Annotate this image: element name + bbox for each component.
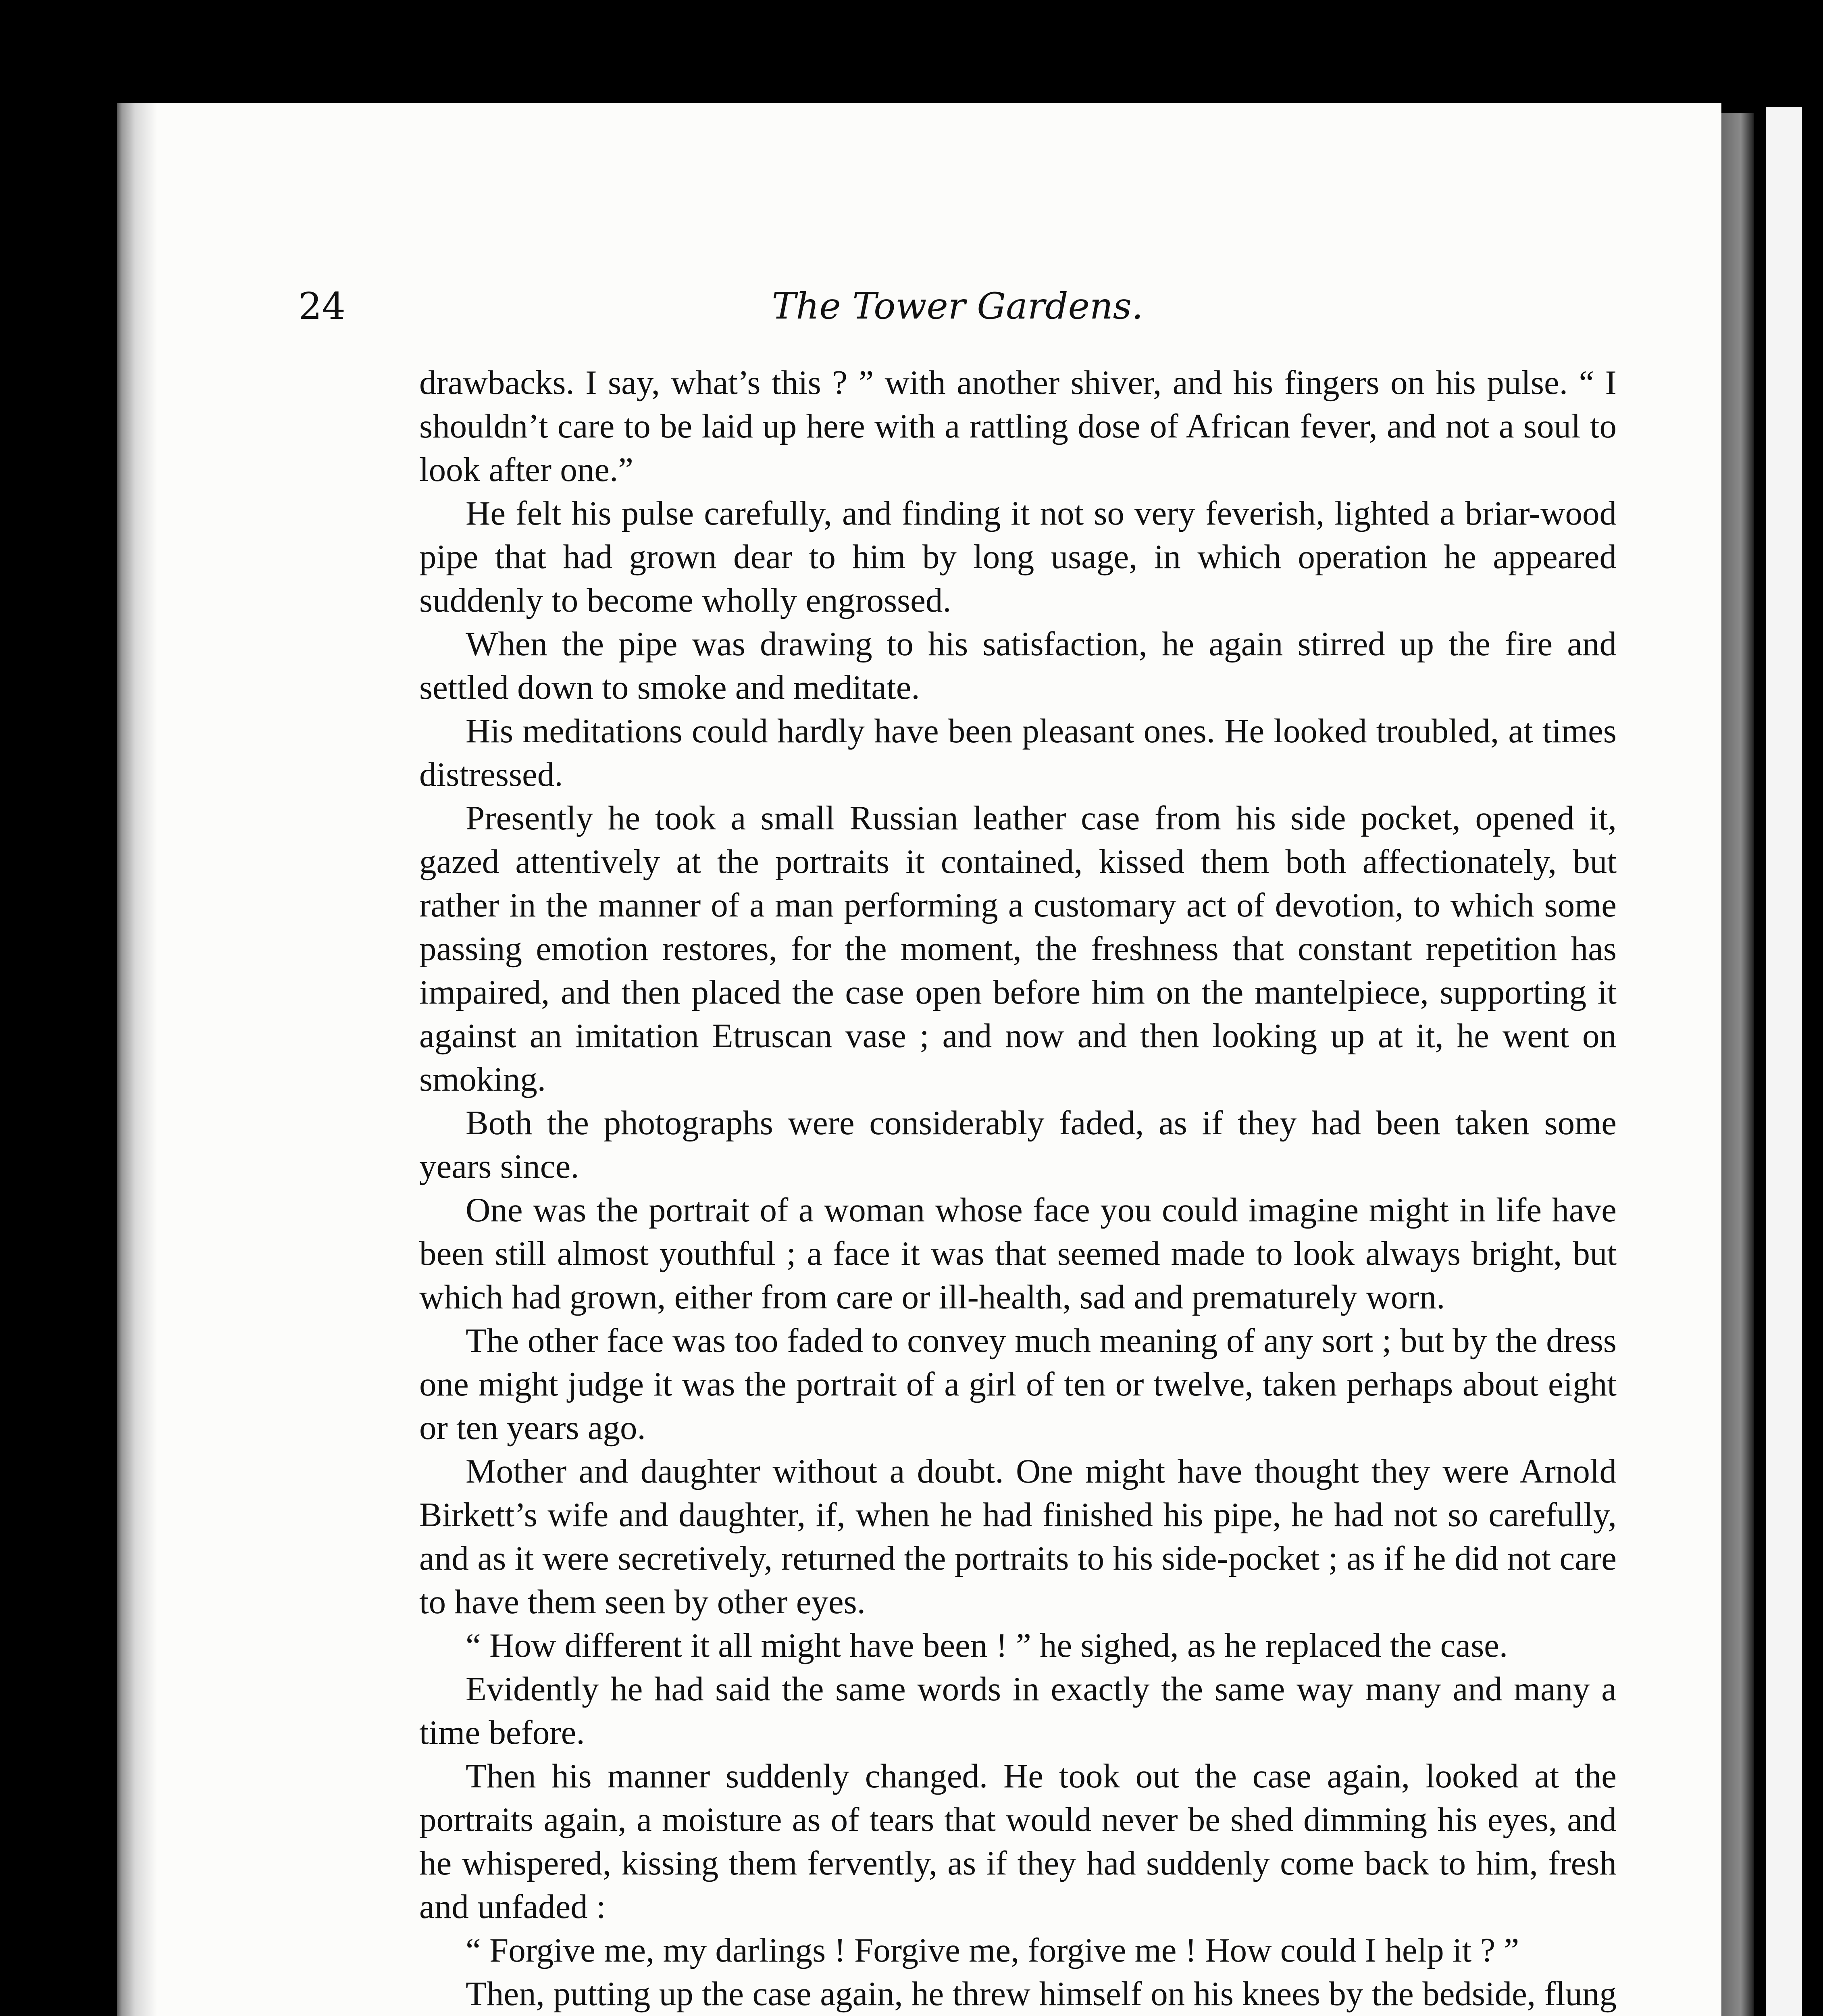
paragraph: When the pipe was drawing to his satisfaction, he again stirred up the fire and settled down to smoke and meditate. [419,625,1617,706]
paragraph: The other face was too faded to convey much meaning of any sort ; but by the dress one might judge it was the portrait of a girl of ten or twelve, taken perhaps about eight or ten years ago. [419,1322,1617,1447]
binding-shadow [117,103,157,2016]
paragraph: Mother and daughter without a doubt. One might have thought they were Arnold Birkett’s wife and daughter, if, when he had finished his pipe, he had not so carefully, and as it were secretively, returned the portraits to his side-pocket ; as if he did not care to have them seen by other eyes. [419,1452,1617,1621]
page-number: 24 [298,285,346,328]
paragraph-continued: drawbacks. I say, what’s this ? ” with another shiver, and his fingers on his pulse. “ I shouldn’t care to be laid up here with a rattling dose of African fever, and not a soul to look after one.” [419,364,1617,489]
paragraph: His meditations could hardly have been pleasant ones. He looked troubled, at times distressed. [419,712,1617,793]
paragraph: “ Forgive me, my darlings ! Forgive me, forgive me ! How could I help it ? ” [466,1931,1519,1969]
paragraph: Then his manner suddenly changed. He took out the case again, looked at the portraits again, a moisture as of tears that would never be shed dimming his eyes, and he whispered, kissing them fervently, as if they had suddenly come back to him, fresh and unfaded : [419,1757,1617,1926]
page-header [298,280,1617,333]
paragraph: Evidently he had said the same words in exactly the same way many and many a time before. [419,1670,1617,1752]
next-page-sliver [1766,107,1802,2016]
running-title: The Tower Gardens. [772,285,1143,327]
paragraph: Presently he took a small Russian leather case from his side pocket, opened it, gazed attentively at the portraits it contained, kissed them both affectionately, but rather in the manner of a man performing a customary act of devotion, to which some passing emotion restores, for the moment, the freshness that constant repetition has impaired, and then placed the case open before him on the mantelpiece, supporting it against an imitation Etruscan vase ; and now and then looking up at it, he went on smoking. [419,799,1617,1098]
paragraph: He felt his pulse carefully, and finding it not so very feverish, lighted a briar-wood pipe that had grown dear to him by long usage, in which operation he appeared suddenly to become wholly engrossed. [419,494,1617,619]
page-edge-shadow [1721,113,1754,2016]
paragraph: One was the portrait of a woman whose face you could imagine might in life have been still almost youthful ; a face it was that seemed made to look always bright, but which had grown, either from care or ill-health, sad and prematurely worn. [419,1191,1617,1316]
paragraph: “ How different it all might have been ! ” he sighed, as he replaced the case. [466,1627,1508,1664]
paragraph: Then, putting up the case again, he threw himself on his knees by the bedside, flung [466,1975,1617,2013]
body-text [419,361,1617,2016]
paragraph: Both the photographs were considerably faded, as if they had been taken some years since. [419,1104,1617,1185]
